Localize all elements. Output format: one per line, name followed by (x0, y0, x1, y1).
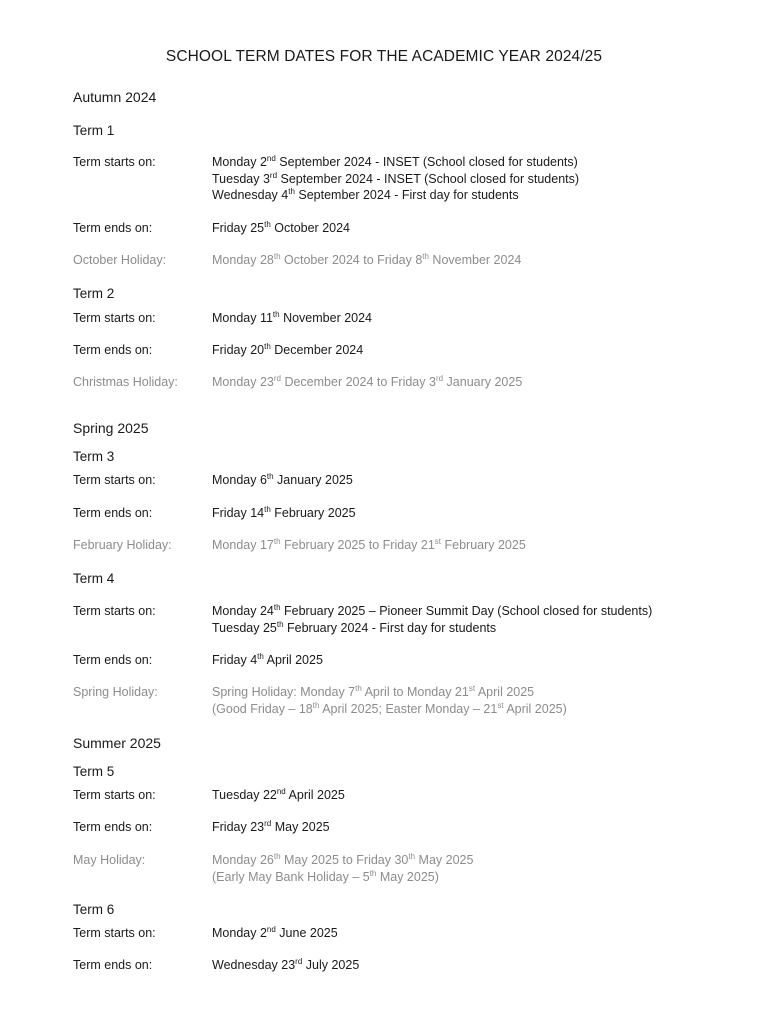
holiday-label: February Holiday: (73, 538, 172, 552)
term-starts-label: Term starts on: (73, 604, 156, 618)
term-heading-4: Term 4 (73, 571, 115, 586)
term-ends-label: Term ends on: (73, 343, 153, 357)
term-starts-label: Term starts on: (73, 155, 156, 169)
holiday-label: October Holiday: (73, 253, 167, 267)
date-line: Tuesday 3rd September 2024 - INSET (School closed for students) (212, 170, 580, 186)
term-starts-label: Term starts on: (73, 926, 156, 940)
term-starts-label: Term starts on: (73, 788, 156, 802)
season-heading-autumn: Autumn 2024 (73, 89, 157, 105)
holiday-dates (212, 852, 473, 885)
page-title: SCHOOL TERM DATES FOR THE ACADEMIC YEAR 2024/25 (165, 48, 603, 65)
holiday-dates: Monday 28th October 2024 to Friday 8th November 2024 (212, 252, 522, 267)
term-1-end-date: Friday 25th October 2024 (212, 220, 350, 235)
term-heading-1: Term 1 (73, 123, 115, 138)
term-3-end-date: Friday 14th February 2025 (212, 505, 356, 520)
term-2-end-date: Friday 20th December 2024 (212, 342, 364, 357)
term-2-start-date: Monday 11th November 2024 (212, 310, 373, 325)
term-5-start-date: Tuesday 22nd April 2025 (212, 787, 345, 802)
term-4-end-date: Friday 4th April 2025 (212, 652, 323, 667)
date-line: (Early May Bank Holiday – 5th May 2025) (212, 868, 439, 884)
term-starts-label: Term starts on: (73, 473, 156, 487)
date-line: Monday 26th May 2025 to Friday 30th May 2025 (212, 852, 474, 867)
term-heading-2: Term 2 (73, 286, 115, 301)
term-heading-5: Term 5 (73, 764, 115, 779)
holiday-label: Spring Holiday: (73, 685, 158, 699)
date-line: Monday 24th February 2025 – Pioneer Summit Day (School closed for students) (212, 603, 653, 618)
season-heading-summer: Summer 2025 (73, 735, 161, 751)
term-6-end-date: Wednesday 23rd July 2025 (212, 957, 360, 972)
term-4-start-dates (212, 603, 652, 636)
term-heading-3: Term 3 (73, 449, 115, 464)
term-ends-label: Term ends on: (73, 653, 153, 667)
date-line: Monday 2nd September 2024 - INSET (School closed for students) (212, 154, 578, 169)
term-3-start-date: Monday 6th January 2025 (212, 472, 353, 487)
holiday-label: Christmas Holiday: (73, 375, 178, 389)
date-line: Wednesday 4th September 2024 - First day for students (212, 187, 519, 202)
holiday-dates: Monday 17th February 2025 to Friday 21st February 2025 (212, 537, 526, 552)
term-starts-label: Term starts on: (73, 311, 156, 325)
term-ends-label: Term ends on: (73, 221, 153, 235)
term-6-start-date: Monday 2nd June 2025 (212, 925, 338, 940)
date-line: Spring Holiday: Monday 7th April to Monday 21st April 2025 (212, 684, 535, 699)
date-line: (Good Friday – 18th April 2025; Easter Monday – 21st April 2025) (212, 700, 567, 716)
holiday-label: May Holiday: (73, 853, 146, 867)
season-heading-spring: Spring 2025 (73, 420, 149, 436)
holiday-dates: Monday 23rd December 2024 to Friday 3rd January 2025 (212, 374, 523, 389)
date-line: Tuesday 25th February 2024 - First day for students (212, 619, 497, 635)
term-ends-label: Term ends on: (73, 820, 153, 834)
term-5-end-date: Friday 23rd May 2025 (212, 819, 330, 834)
term-heading-6: Term 6 (73, 902, 115, 917)
term-ends-label: Term ends on: (73, 958, 153, 972)
term-1-start-dates (212, 154, 579, 204)
term-ends-label: Term ends on: (73, 506, 153, 520)
holiday-dates (212, 684, 567, 717)
